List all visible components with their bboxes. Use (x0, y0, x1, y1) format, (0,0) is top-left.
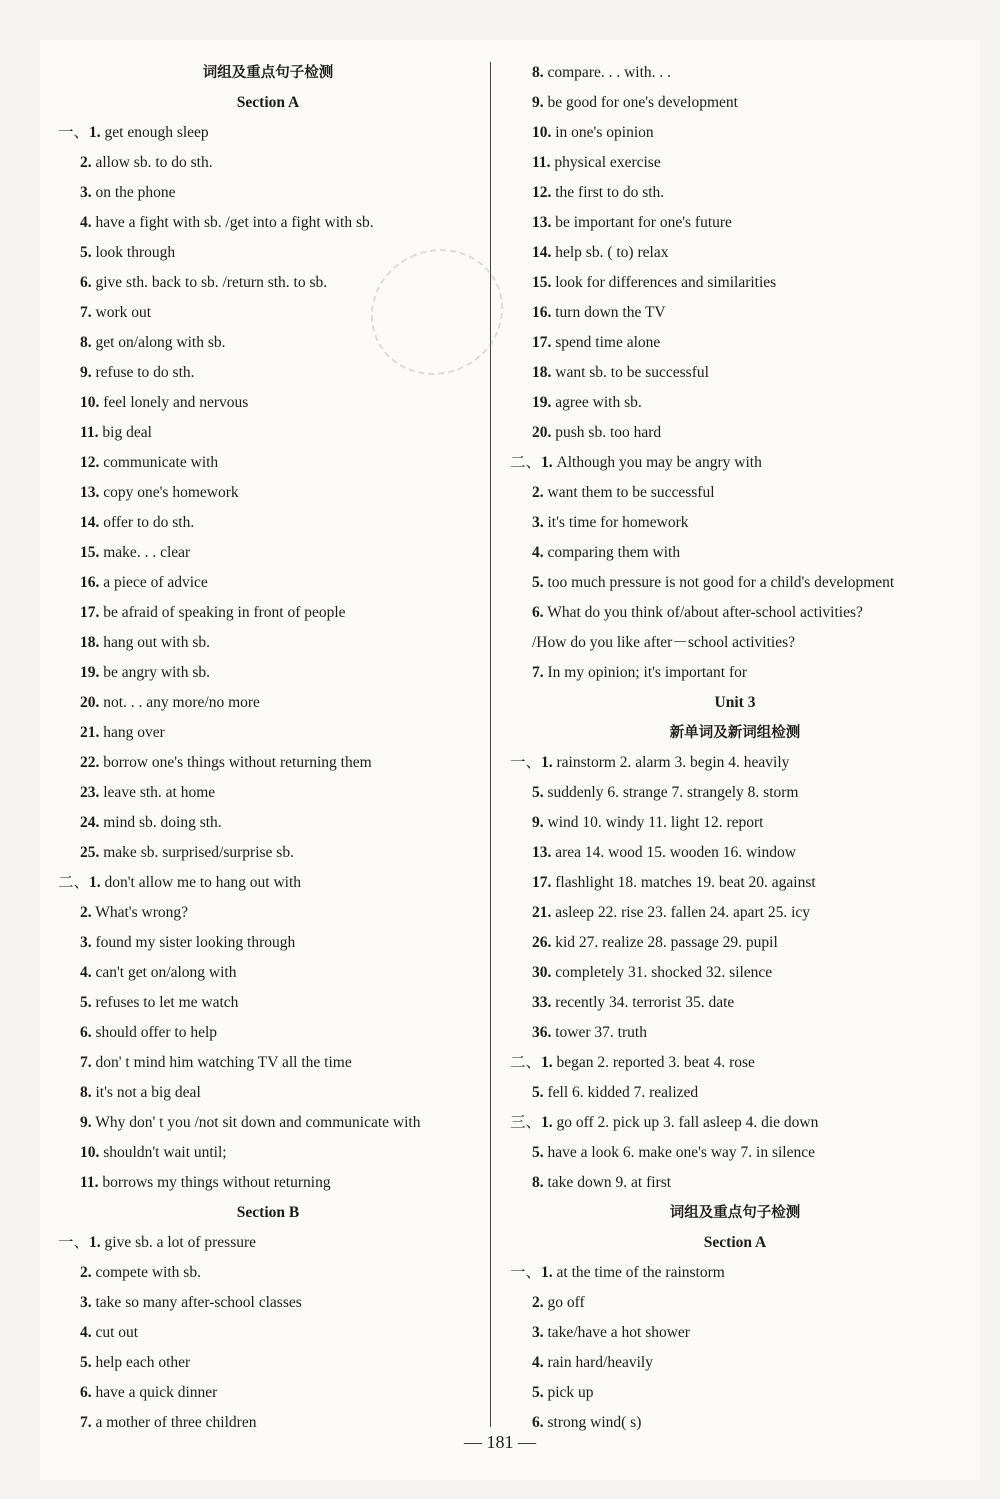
answer-text: refuses to let me watch (95, 994, 239, 1011)
item-number: 8. (80, 1084, 92, 1101)
answer-text: get on/along with sb. (95, 334, 226, 351)
item-number: 5. (532, 574, 544, 591)
answer-text: suddenly 6. strange 7. strangely 8. storm (547, 784, 799, 801)
item-number: 6. (80, 1024, 92, 1041)
item-number: 10. (80, 1144, 100, 1161)
answer-text: spend time alone (555, 334, 661, 351)
item-number: 9. (80, 364, 92, 381)
answer-text: get enough sleep (104, 124, 209, 141)
answer-text: give sth. back to sb. /return sth. to sb. (95, 274, 328, 291)
item-number: 6. (532, 1414, 544, 1431)
answer-text: work out (95, 304, 152, 321)
item-number: 3. (532, 1324, 544, 1341)
answer-text: hang out with sb. (103, 634, 211, 651)
answer-text: be important for one's future (555, 214, 732, 231)
answer-line (510, 838, 960, 868)
item-number: 4. (80, 964, 92, 981)
answer-line (510, 358, 960, 388)
section-heading: 词组及重点句子检测 (202, 65, 334, 81)
answer-text: Why don' t you /not sit down and communicate with (95, 1114, 421, 1131)
answer-line (58, 1288, 478, 1318)
answer-text: turn down the TV (555, 304, 666, 321)
answer-line (510, 1348, 960, 1378)
answer-line (58, 118, 478, 148)
answer-line (58, 778, 478, 808)
item-number: 26. (532, 934, 552, 951)
answer-line (510, 508, 960, 538)
section-heading: 词组及重点句子检测 (669, 1205, 801, 1221)
answer-text: mind sb. doing sth. (103, 814, 222, 831)
answer-line (58, 148, 478, 178)
item-number: 7. (80, 304, 92, 321)
answer-text: give sb. a lot of pressure (104, 1234, 257, 1251)
answer-line (58, 568, 478, 598)
answer-text: at the time of the rainstorm (556, 1264, 725, 1281)
part-marker: 二、 (510, 1054, 542, 1071)
answer-line (510, 1378, 960, 1408)
answer-text: kid 27. realize 28. passage 29. pupil (555, 934, 778, 951)
part-marker: 一、 (58, 124, 90, 141)
item-number: 13. (532, 844, 552, 861)
item-number: 5. (80, 994, 92, 1011)
answer-text: hang over (103, 724, 165, 741)
answer-text: the first to do sth. (555, 184, 665, 201)
answer-line (510, 1288, 960, 1318)
item-number: 10. (80, 394, 100, 411)
item-number: 19. (80, 664, 100, 681)
answer-text: asleep 22. rise 23. fallen 24. apart 25. icy (555, 904, 811, 921)
answer-line (510, 58, 960, 88)
item-number: 13. (532, 214, 552, 231)
answer-text: on the phone (95, 184, 176, 201)
answer-text: comparing them with (547, 544, 681, 561)
item-number: 7. (80, 1054, 92, 1071)
answer-line (58, 388, 478, 418)
answer-text: feel lonely and nervous (103, 394, 249, 411)
answer-line (510, 388, 960, 418)
answer-text: copy one's homework (103, 484, 239, 501)
answer-line (58, 1108, 478, 1138)
item-number: 3. (532, 514, 544, 531)
item-number: 3. (80, 184, 92, 201)
item-number: 5. (532, 784, 544, 801)
item-number: 2. (532, 484, 544, 501)
item-number: 36. (532, 1024, 552, 1041)
answer-text: What's wrong? (95, 904, 188, 921)
part-marker: 一、 (510, 1264, 542, 1281)
answer-line (58, 718, 478, 748)
answer-line (58, 1258, 478, 1288)
answer-line (58, 658, 478, 688)
answer-text: recently 34. terrorist 35. date (555, 994, 735, 1011)
item-number: 9. (532, 94, 544, 111)
item-number: 1. (89, 874, 101, 891)
item-number: 1. (541, 1264, 553, 1281)
answer-line (58, 238, 478, 268)
answer-line (58, 628, 478, 658)
answer-text: be angry with sb. (103, 664, 211, 681)
answer-text: What do you think of/about after-school activities? (547, 604, 863, 621)
item-number: 4. (80, 214, 92, 231)
item-number: 6. (532, 604, 544, 621)
answer-line (510, 478, 960, 508)
answer-line (510, 568, 960, 598)
answer-continuation: /How do you like after－school activities? (532, 634, 796, 651)
answer-line (510, 898, 960, 928)
answer-text: rain hard/heavily (547, 1354, 653, 1371)
item-number: 21. (80, 724, 100, 741)
item-number: 30. (532, 964, 552, 981)
answer-text: began 2. reported 3. beat 4. rose (556, 1054, 755, 1071)
column-divider (490, 62, 491, 1427)
answer-text: take/have a hot shower (547, 1324, 690, 1341)
item-number: 12. (80, 454, 100, 471)
answer-line (58, 358, 478, 388)
answer-line (510, 238, 960, 268)
answer-line (510, 1318, 960, 1348)
answer-text: can't get on/along with (95, 964, 237, 981)
answer-line (510, 598, 960, 628)
item-number: 14. (532, 244, 552, 261)
answer-line (58, 1018, 478, 1048)
answer-text: help sb. ( to) relax (555, 244, 669, 261)
item-number: 5. (532, 1144, 544, 1161)
answer-line (510, 958, 960, 988)
item-number: 1. (541, 454, 553, 471)
answer-text: communicate with (103, 454, 219, 471)
answer-line (58, 478, 478, 508)
page-number: — 181 — (464, 1432, 536, 1452)
answer-text: push sb. too hard (555, 424, 662, 441)
answer-line (58, 208, 478, 238)
part-marker: 一、 (58, 1234, 90, 1251)
item-number: 9. (80, 1114, 92, 1131)
answer-text: take so many after-school classes (95, 1294, 302, 1311)
item-number: 22. (80, 754, 100, 771)
item-number: 2. (532, 1294, 544, 1311)
answer-text: strong wind( s) (547, 1414, 642, 1431)
answer-line (58, 328, 478, 358)
item-number: 3. (80, 934, 92, 951)
item-number: 2. (80, 154, 92, 171)
answer-line (510, 148, 960, 178)
answer-line (510, 538, 960, 568)
answer-text: Although you may be angry with (556, 454, 762, 471)
section-heading: Section A (703, 1234, 767, 1251)
item-number: 8. (532, 1174, 544, 1191)
item-number: 12. (532, 184, 552, 201)
answer-text: shouldn't wait until; (103, 1144, 227, 1161)
item-number: 33. (532, 994, 552, 1011)
answer-text: be afraid of speaking in front of people (103, 604, 346, 621)
answer-text: take down 9. at first (547, 1174, 672, 1191)
item-number: 17. (80, 604, 100, 621)
answer-line (510, 808, 960, 838)
answer-line (510, 1078, 960, 1108)
item-number: 1. (89, 124, 101, 141)
item-number: 7. (532, 664, 544, 681)
item-number: 18. (80, 634, 100, 651)
item-number: 5. (532, 1384, 544, 1401)
answer-text: want sb. to be successful (555, 364, 709, 381)
answer-text: area 14. wood 15. wooden 16. window (555, 844, 796, 861)
answer-line (510, 448, 960, 478)
section-heading: 新单词及新词组检测 (669, 725, 801, 741)
answer-line (58, 808, 478, 838)
answer-line (510, 658, 960, 688)
answer-text: In my opinion; it's important for (547, 664, 748, 681)
answer-line (58, 178, 478, 208)
answer-text: offer to do sth. (103, 514, 195, 531)
answer-text: physical exercise (554, 154, 661, 171)
answer-text: cut out (95, 1324, 139, 1341)
answer-line (510, 748, 960, 778)
answer-line (510, 1108, 960, 1138)
section-heading: Unit 3 (714, 694, 756, 711)
answer-text: have a quick dinner (95, 1384, 218, 1401)
answer-line (58, 1378, 478, 1408)
part-marker: 一、 (510, 754, 542, 771)
answer-text: look for differences and similarities (555, 274, 777, 291)
item-number: 1. (541, 1114, 553, 1131)
answer-text: don't allow me to hang out with (104, 874, 302, 891)
answer-line (58, 1138, 478, 1168)
item-number: 11. (532, 154, 551, 171)
item-number: 15. (532, 274, 552, 291)
item-number: 5. (532, 1084, 544, 1101)
answer-line (510, 178, 960, 208)
answer-line (510, 88, 960, 118)
answer-text: a mother of three children (95, 1414, 257, 1431)
item-number: 15. (80, 544, 100, 561)
answer-text: help each other (95, 1354, 191, 1371)
answer-text: rainstorm 2. alarm 3. begin 4. heavily (556, 754, 790, 771)
answer-text: make. . . clear (103, 544, 191, 561)
answer-text: wind 10. windy 11. light 12. report (547, 814, 764, 831)
answer-text: it's time for homework (547, 514, 689, 531)
answer-line (510, 778, 960, 808)
item-number: 23. (80, 784, 100, 801)
answer-line (58, 1318, 478, 1348)
item-number: 8. (80, 334, 92, 351)
item-number: 18. (532, 364, 552, 381)
answer-line (58, 958, 478, 988)
item-number: 2. (80, 1264, 92, 1281)
item-number: 10. (532, 124, 552, 141)
answer-text: be good for one's development (547, 94, 738, 111)
answer-text: leave sth. at home (103, 784, 216, 801)
answer-line (510, 1168, 960, 1198)
item-number: 20. (532, 424, 552, 441)
answer-text: in one's opinion (555, 124, 654, 141)
answer-text: big deal (102, 424, 152, 441)
answer-text: compare. . . with. . . (547, 64, 672, 81)
answer-text: borrows my things without returning (102, 1174, 331, 1191)
answer-text: don' t mind him watching TV all the time (95, 1054, 352, 1071)
item-number: 14. (80, 514, 100, 531)
right-column (510, 58, 960, 1438)
answer-line (58, 1078, 478, 1108)
answer-line (58, 898, 478, 928)
item-number: 5. (80, 1354, 92, 1371)
answer-text: flashlight 18. matches 19. beat 20. against (555, 874, 816, 891)
item-number: 4. (532, 544, 544, 561)
answer-line (58, 298, 478, 328)
item-number: 17. (532, 334, 552, 351)
item-number: 19. (532, 394, 552, 411)
answer-line (510, 268, 960, 298)
item-number: 17. (532, 874, 552, 891)
answer-text: want them to be successful (547, 484, 715, 501)
answer-line (58, 838, 478, 868)
answer-line (58, 928, 478, 958)
answer-line (58, 1348, 478, 1378)
section-heading: Section A (236, 94, 300, 111)
item-number: 13. (80, 484, 100, 501)
answer-line (510, 1258, 960, 1288)
item-number: 1. (541, 1054, 553, 1071)
answer-text: agree with sb. (555, 394, 642, 411)
answer-line (510, 298, 960, 328)
answer-line (58, 598, 478, 628)
item-number: 3. (80, 1294, 92, 1311)
answer-line (510, 928, 960, 958)
answer-line (510, 118, 960, 148)
answer-line (58, 1048, 478, 1078)
answer-line (58, 508, 478, 538)
item-number: 25. (80, 844, 100, 861)
answer-line (510, 1138, 960, 1168)
answer-line (58, 868, 478, 898)
part-marker: 二、 (58, 874, 90, 891)
answer-text: have a fight with sb. /get into a fight with sb. (95, 214, 374, 231)
item-number: 6. (80, 274, 92, 291)
item-number: 16. (80, 574, 100, 591)
answer-text: refuse to do sth. (95, 364, 195, 381)
section-heading: Section B (236, 1204, 300, 1221)
answer-text: completely 31. shocked 32. silence (555, 964, 773, 981)
answer-line (58, 748, 478, 778)
item-number: 4. (80, 1324, 92, 1341)
answer-text: compete with sb. (95, 1264, 201, 1281)
answer-line (58, 418, 478, 448)
item-number: 1. (89, 1234, 101, 1251)
answer-text: borrow one's things without returning them (103, 754, 372, 771)
answer-line (58, 1228, 478, 1258)
part-marker: 二、 (510, 454, 542, 471)
answer-line (58, 448, 478, 478)
item-number: 5. (80, 244, 92, 261)
answer-text: a piece of advice (103, 574, 208, 591)
item-number: 4. (532, 1354, 544, 1371)
answer-text: tower 37. truth (555, 1024, 647, 1041)
item-number: 21. (532, 904, 552, 921)
answer-line (510, 868, 960, 898)
left-column (58, 58, 478, 1438)
item-number: 11. (80, 1174, 99, 1191)
answer-text: go off 2. pick up 3. fall asleep 4. die down (556, 1114, 819, 1131)
answer-line (510, 418, 960, 448)
item-number: 8. (532, 64, 544, 81)
answer-text: it's not a big deal (95, 1084, 201, 1101)
answer-line (58, 538, 478, 568)
answer-text: allow sb. to do sth. (95, 154, 213, 171)
answer-text: look through (95, 244, 176, 261)
answer-text: fell 6. kidded 7. realized (547, 1084, 699, 1101)
answer-line (510, 1048, 960, 1078)
item-number: 11. (80, 424, 99, 441)
answer-text: not. . . any more/no more (103, 694, 260, 711)
item-number: 1. (541, 754, 553, 771)
answer-line (510, 1018, 960, 1048)
answer-text: go off (547, 1294, 585, 1311)
item-number: 24. (80, 814, 100, 831)
answer-line (58, 268, 478, 298)
answer-text: make sb. surprised/surprise sb. (103, 844, 294, 861)
item-number: 7. (80, 1414, 92, 1431)
answer-line (510, 328, 960, 358)
item-number: 20. (80, 694, 100, 711)
answer-line (510, 988, 960, 1018)
answer-text: should offer to help (95, 1024, 218, 1041)
answer-line (58, 988, 478, 1018)
answer-line (510, 208, 960, 238)
answer-text: have a look 6. make one's way 7. in silence (547, 1144, 816, 1161)
item-number: 9. (532, 814, 544, 831)
item-number: 6. (80, 1384, 92, 1401)
answer-text: too much pressure is not good for a child's development (547, 574, 895, 591)
item-number: 16. (532, 304, 552, 321)
answer-text: pick up (547, 1384, 594, 1401)
item-number: 2. (80, 904, 92, 921)
answer-text: found my sister looking through (95, 934, 296, 951)
answer-line (58, 1168, 478, 1198)
part-marker: 三、 (510, 1114, 542, 1131)
answer-line (58, 688, 478, 718)
